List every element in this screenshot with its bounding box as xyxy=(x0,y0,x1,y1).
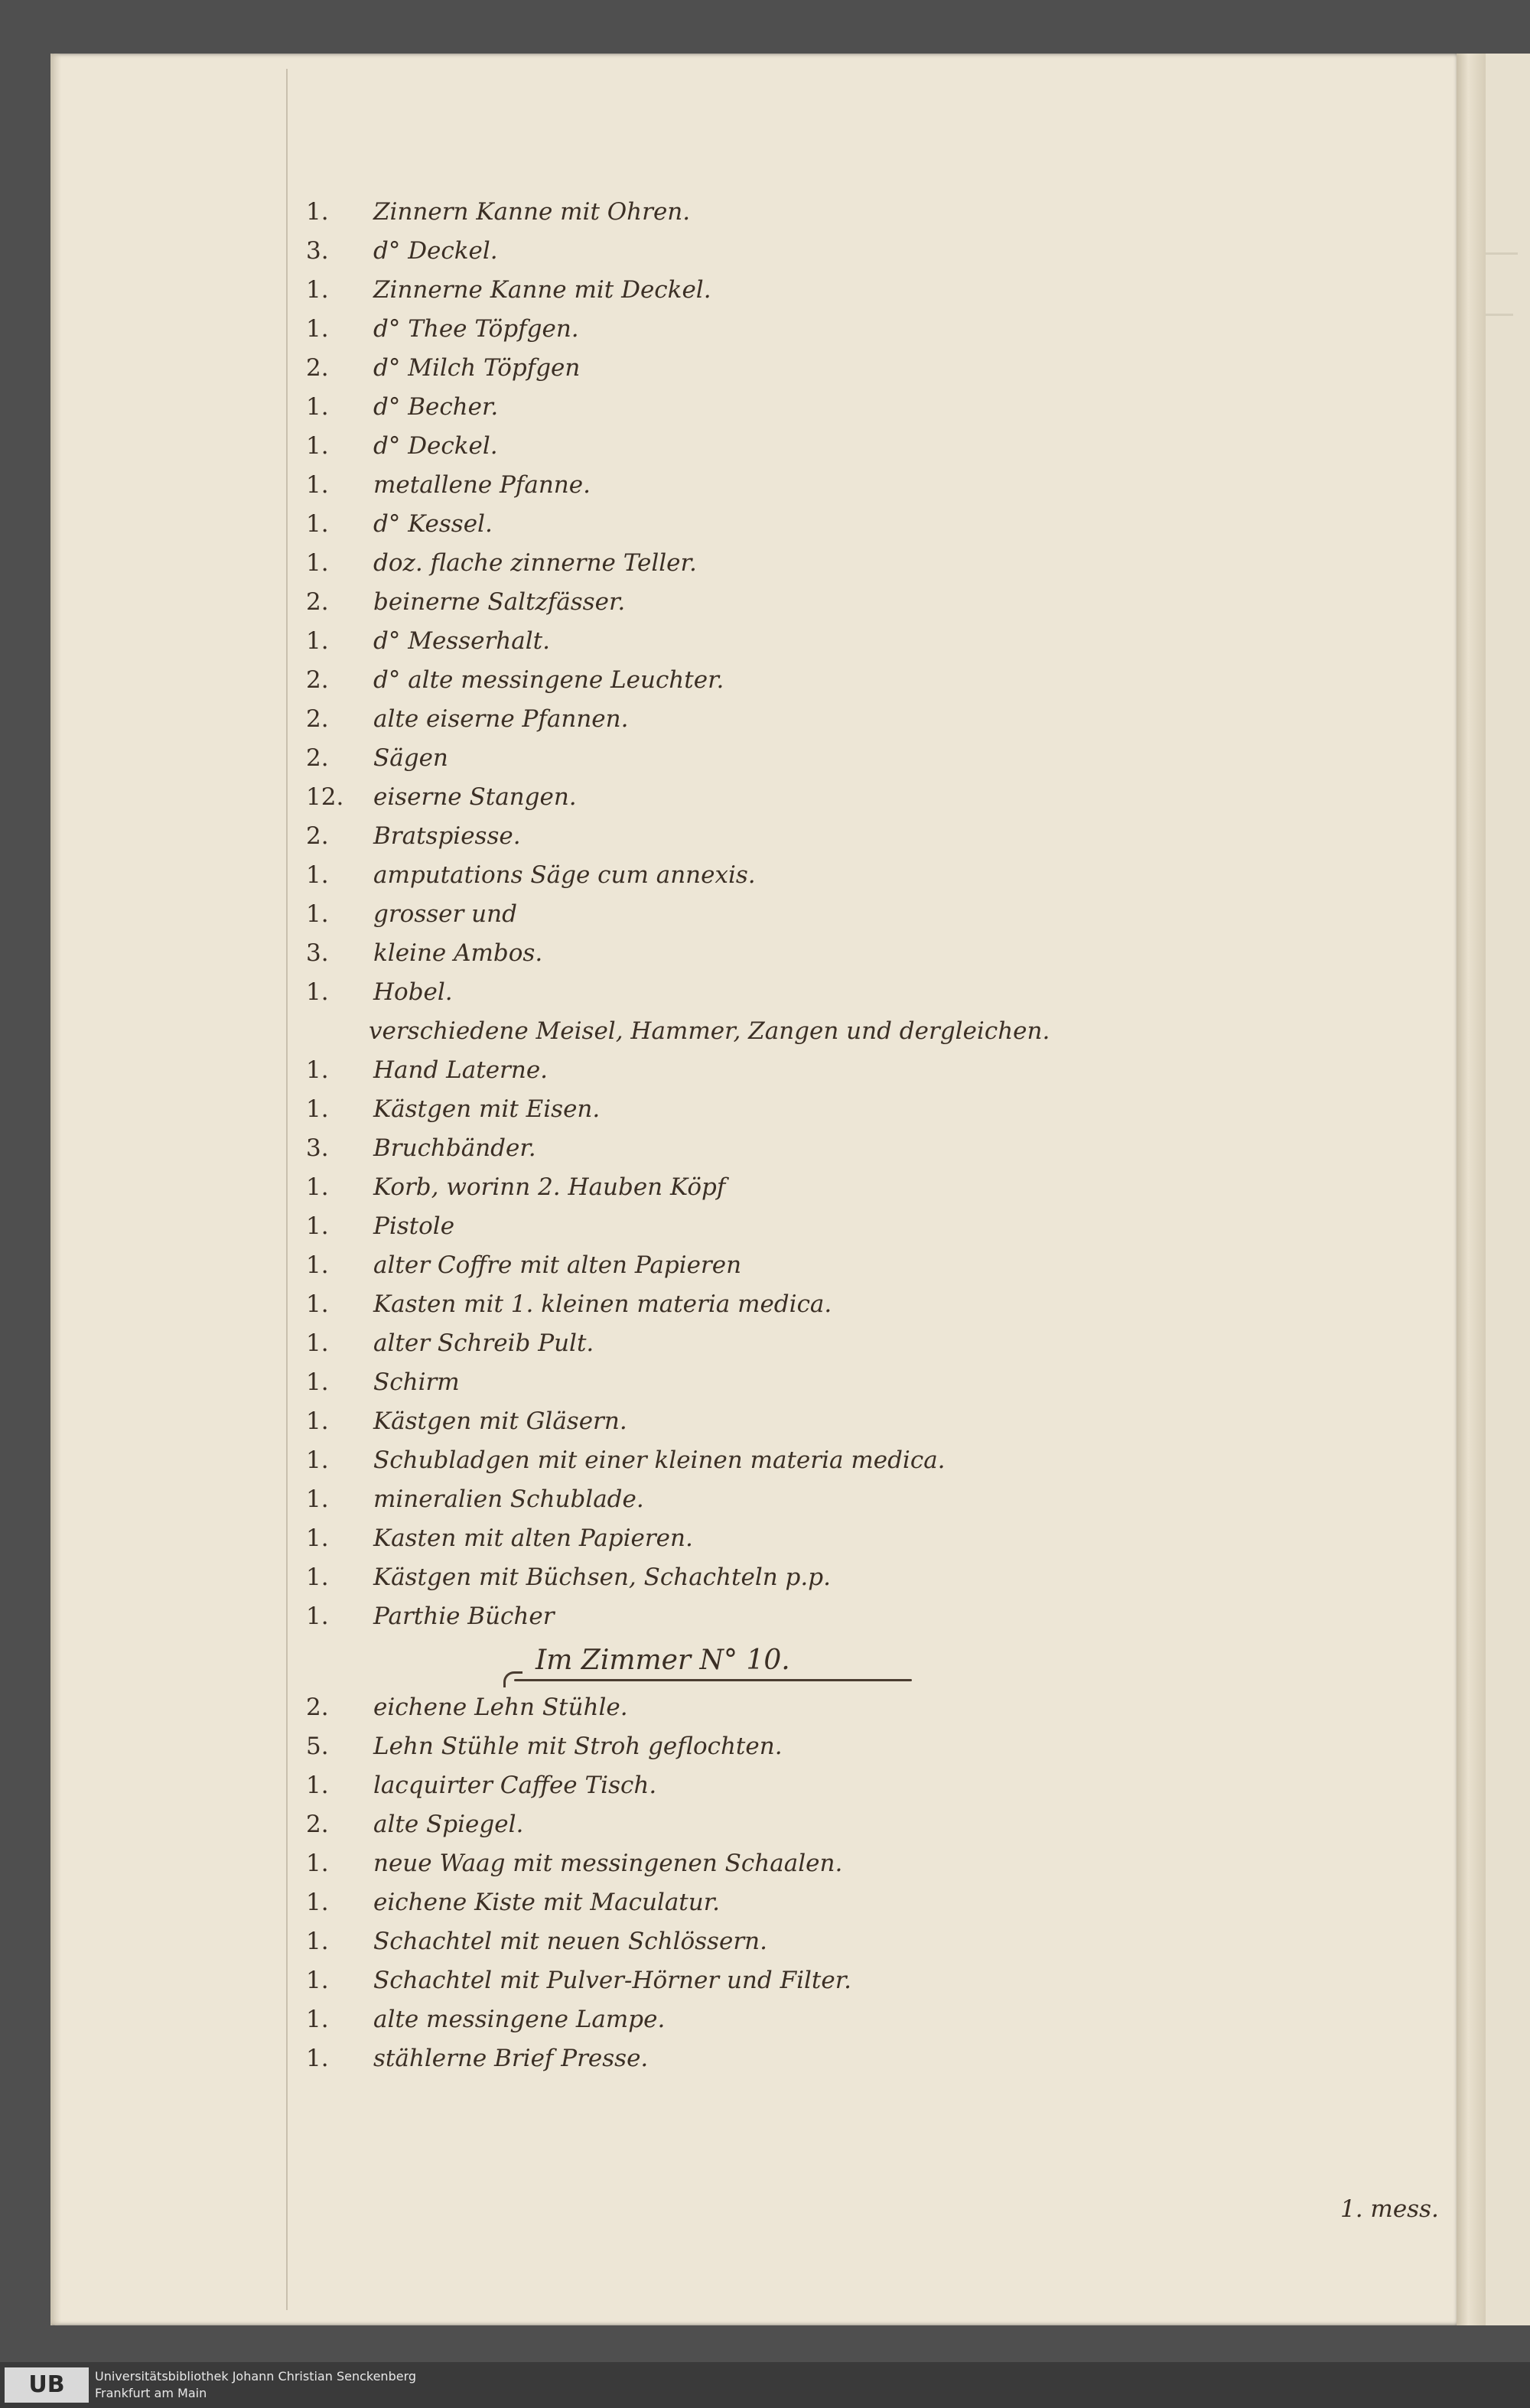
item-quantity: 1. xyxy=(306,1485,329,1513)
item-quantity: 3. xyxy=(306,939,329,967)
list-item xyxy=(306,2000,1377,2039)
item-quantity: 1. xyxy=(306,276,329,304)
library-footer xyxy=(0,2362,1530,2408)
item-description: stählerne Brief Presse. xyxy=(373,2045,649,2072)
item-quantity: 1. xyxy=(306,1056,329,1084)
list-item xyxy=(306,1688,1377,1727)
item-quantity: 5. xyxy=(306,1733,329,1760)
item-quantity: 1. xyxy=(306,510,329,538)
item-quantity: 2. xyxy=(306,744,329,772)
list-item xyxy=(306,349,1377,388)
item-description: alter Schreib Pult. xyxy=(373,1329,594,1357)
list-item xyxy=(306,2039,1377,2078)
item-quantity: 1. xyxy=(306,1564,329,1591)
margin-note: 1. mess. xyxy=(1340,2195,1439,2223)
item-quantity: 2. xyxy=(306,822,329,850)
item-description: Hand Laterne. xyxy=(373,1056,549,1084)
item-quantity: 2. xyxy=(306,354,329,382)
item-quantity: 1. xyxy=(306,198,329,226)
item-quantity: 1. xyxy=(306,2006,329,2033)
list-item xyxy=(306,895,1377,934)
library-credit xyxy=(95,2368,416,2402)
item-description: verschiedene Meisel, Hammer, Zangen und dergleichen. xyxy=(369,1017,1050,1045)
item-description: Lehn Stühle mit Stroh geflochten. xyxy=(373,1733,783,1760)
item-quantity: 1. xyxy=(306,1850,329,1877)
list-item xyxy=(306,856,1377,895)
item-quantity: 2. xyxy=(306,588,329,616)
item-description: Kästgen mit Büchsen, Schachteln p.p. xyxy=(373,1564,831,1591)
heading-flourish xyxy=(503,1671,522,1687)
list-item xyxy=(306,1597,1377,1636)
page-gutter xyxy=(1457,54,1486,2325)
item-quantity: 1. xyxy=(306,1368,329,1396)
item-description: Schirm xyxy=(373,1368,460,1396)
item-description: d° Messerhalt. xyxy=(373,627,550,655)
item-quantity: 1. xyxy=(306,978,329,1006)
item-quantity: 2. xyxy=(306,666,329,694)
item-description: Zinnern Kanne mit Ohren. xyxy=(373,198,691,226)
list-item xyxy=(306,1558,1377,1597)
list-item xyxy=(306,1090,1377,1129)
list-item xyxy=(306,1246,1377,1285)
list-item xyxy=(306,817,1377,856)
list-item xyxy=(306,466,1377,505)
item-quantity: 1. xyxy=(306,900,329,928)
item-description: doz. flache zinnerne Teller. xyxy=(373,549,697,577)
item-description: Schubladgen mit einer kleinen materia medica. xyxy=(373,1446,946,1474)
inventory-list xyxy=(306,193,1377,2078)
list-item xyxy=(306,1480,1377,1519)
item-quantity: 3. xyxy=(306,237,329,265)
item-description: alter Coffre mit alten Papieren xyxy=(373,1251,742,1279)
list-item xyxy=(306,661,1377,700)
list-item xyxy=(306,1285,1377,1324)
item-description: Bruchbänder. xyxy=(373,1134,536,1162)
item-quantity: 1. xyxy=(306,627,329,655)
item-quantity: 1. xyxy=(306,1290,329,1318)
item-description: d° Becher. xyxy=(373,393,499,421)
item-description: amputations Säge cum annexis. xyxy=(373,861,756,889)
list-item xyxy=(306,1168,1377,1207)
list-item xyxy=(306,1363,1377,1402)
item-quantity: 1. xyxy=(306,1446,329,1474)
list-item xyxy=(306,1766,1377,1805)
item-description: kleine Ambos. xyxy=(373,939,543,967)
item-quantity: 2. xyxy=(306,1694,329,1721)
list-item xyxy=(306,1324,1377,1363)
item-description: Schachtel mit Pulver-Hörner und Filter. xyxy=(373,1967,851,1994)
list-item xyxy=(306,1402,1377,1441)
list-item xyxy=(306,739,1377,778)
list-item xyxy=(306,1844,1377,1883)
item-quantity: 3. xyxy=(306,1134,329,1162)
item-quantity: 1. xyxy=(306,549,329,577)
item-description: Schachtel mit neuen Schlössern. xyxy=(373,1928,767,1955)
list-item xyxy=(306,700,1377,739)
library-city: Frankfurt am Main xyxy=(95,2386,207,2400)
list-item xyxy=(306,1727,1377,1766)
item-description: mineralien Schublade. xyxy=(373,1485,644,1513)
item-quantity: 1. xyxy=(306,1095,329,1123)
item-description: Kasten mit alten Papieren. xyxy=(373,1525,693,1552)
list-item xyxy=(306,934,1377,973)
item-quantity: 1. xyxy=(306,393,329,421)
item-description: eiserne Stangen. xyxy=(373,783,577,811)
list-item xyxy=(306,1805,1377,1844)
list-item xyxy=(306,427,1377,466)
item-description: Bratspiesse. xyxy=(373,822,521,850)
list-item xyxy=(306,1207,1377,1246)
list-item xyxy=(306,622,1377,661)
item-quantity: 1. xyxy=(306,1772,329,1799)
margin-rule xyxy=(286,69,288,2310)
item-quantity: 2. xyxy=(306,1811,329,1838)
item-quantity: 1. xyxy=(306,1329,329,1357)
item-quantity: 1. xyxy=(306,1928,329,1955)
room-heading-text: Im Zimmer N° 10. xyxy=(536,1645,790,1676)
item-quantity: 1. xyxy=(306,315,329,343)
item-description: alte eiserne Pfannen. xyxy=(373,705,629,733)
item-description: neue Waag mit messingenen Schaalen. xyxy=(373,1850,843,1877)
item-quantity: 2. xyxy=(306,705,329,733)
item-quantity: 1. xyxy=(306,2045,329,2072)
item-quantity: 12. xyxy=(306,783,344,811)
item-description: d° Deckel. xyxy=(373,237,498,265)
list-item xyxy=(306,505,1377,544)
list-item xyxy=(306,583,1377,622)
item-description: Parthie Bücher xyxy=(373,1603,555,1630)
item-description: grosser und xyxy=(373,900,517,928)
item-description: beinerne Saltzfässer. xyxy=(373,588,626,616)
item-description: alte Spiegel. xyxy=(373,1811,524,1838)
item-description: d° Kessel. xyxy=(373,510,493,538)
item-quantity: 1. xyxy=(306,1407,329,1435)
item-quantity: 1. xyxy=(306,432,329,460)
item-description: d° Thee Töpfgen. xyxy=(373,315,579,343)
item-description: Kästgen mit Gläsern. xyxy=(373,1407,627,1435)
item-quantity: 1. xyxy=(306,1967,329,1994)
item-description: eichene Lehn Stühle. xyxy=(373,1694,628,1721)
list-item xyxy=(306,1922,1377,1961)
list-item xyxy=(306,778,1377,817)
item-quantity: 1. xyxy=(306,1212,329,1240)
list-item xyxy=(306,1519,1377,1558)
item-description: Korb, worinn 2. Hauben Köpf xyxy=(373,1173,726,1201)
item-description: Sägen xyxy=(373,744,448,772)
list-item xyxy=(306,1051,1377,1090)
list-item xyxy=(306,388,1377,427)
list-item xyxy=(306,544,1377,583)
item-quantity: 1. xyxy=(306,471,329,499)
room-heading xyxy=(306,1636,1377,1688)
item-description: alte messingene Lampe. xyxy=(373,2006,666,2033)
list-item xyxy=(306,973,1377,1012)
item-description: Kästgen mit Eisen. xyxy=(373,1095,601,1123)
item-quantity: 1. xyxy=(306,861,329,889)
item-quantity: 1. xyxy=(306,1603,329,1630)
item-quantity: 1. xyxy=(306,1173,329,1201)
item-quantity: 1. xyxy=(306,1525,329,1552)
item-description: Pistole xyxy=(373,1212,455,1240)
item-description: lacquirter Caffee Tisch. xyxy=(373,1772,657,1799)
item-description: Hobel. xyxy=(373,978,453,1006)
item-description: Zinnerne Kanne mit Deckel. xyxy=(373,276,711,304)
item-description: eichene Kiste mit Maculatur. xyxy=(373,1889,720,1916)
item-quantity: 1. xyxy=(306,1251,329,1279)
list-item xyxy=(306,193,1377,232)
list-item xyxy=(306,271,1377,310)
item-description: metallene Pfanne. xyxy=(373,471,591,499)
library-name: Universitätsbibliothek Johann Christian Senckenberg xyxy=(95,2369,417,2384)
library-logo: UB xyxy=(5,2367,89,2403)
list-item xyxy=(306,1441,1377,1480)
list-item xyxy=(306,232,1377,271)
item-quantity: 1. xyxy=(306,1889,329,1916)
item-description: d° Milch Töpfgen xyxy=(373,354,581,382)
item-description: Kasten mit 1. kleinen materia medica. xyxy=(373,1290,832,1318)
list-item xyxy=(306,1883,1377,1922)
list-item xyxy=(306,1012,1377,1051)
item-description: d° alte messingene Leuchter. xyxy=(373,666,724,694)
list-item xyxy=(306,1961,1377,2000)
list-item xyxy=(306,310,1377,349)
list-item xyxy=(306,1129,1377,1168)
heading-underline xyxy=(514,1679,912,1681)
item-description: d° Deckel. xyxy=(373,432,498,460)
